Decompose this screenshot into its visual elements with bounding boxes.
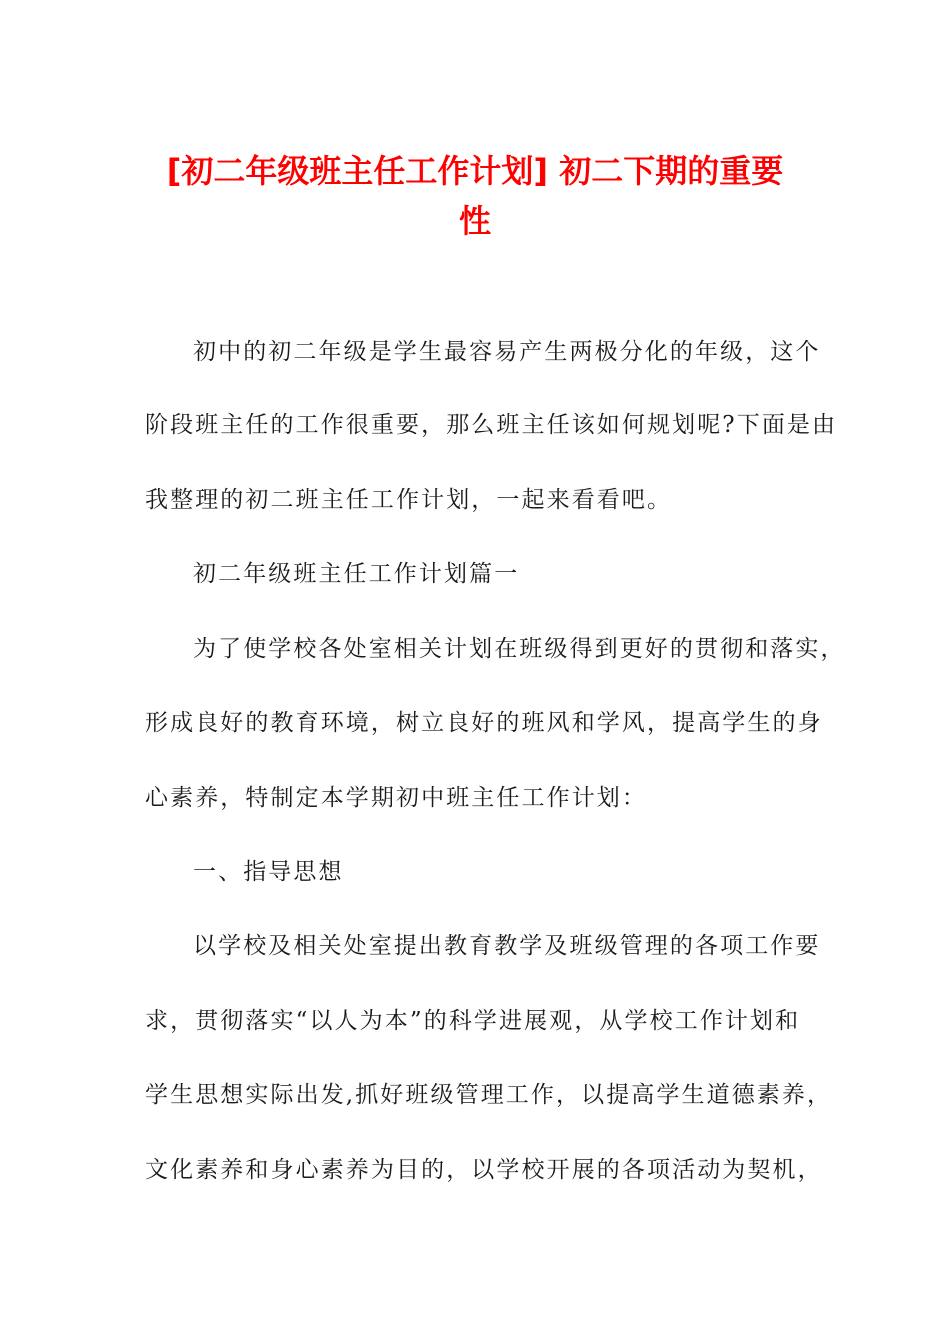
section-heading: 一、指导思想: [193, 859, 344, 885]
paragraph-line: 形成良好的教育环境，树立良好的班风和学风，提高学生的身: [145, 710, 823, 736]
paragraph-line: 为了使学校各处室相关计划在班级得到更好的贯彻和落实，: [193, 636, 846, 662]
document-title-line-1: [初二年级班主任工作计划] 初二下期的重要: [166, 152, 784, 190]
document-title-line-2: 性: [458, 202, 491, 240]
section-heading: 初二年级班主任工作计划篇一: [193, 561, 520, 587]
paragraph-line: 学生思想实际出发,抓好班级管理工作，以提高学生道德素养，: [145, 1082, 833, 1108]
paragraph-line: 文化素养和身心素养为目的，以学校开展的各项活动为契机，: [145, 1157, 823, 1183]
paragraph-line: 我整理的初二班主任工作计划，一起来看看吧。: [145, 487, 673, 513]
paragraph-line: 求，贯彻落实“以人为本”的科学进展观，从学校工作计划和: [145, 1008, 801, 1034]
paragraph-line: 初中的初二年级是学生最容易产生两极分化的年级，这个: [193, 339, 821, 365]
paragraph-line: 心素养，特制定本学期初中班主任工作计划：: [145, 785, 647, 811]
paragraph-line: 阶段班主任的工作很重要，那么班主任该如何规划呢?下面是由: [145, 412, 838, 438]
paragraph-line: 以学校及相关处室提出教育教学及班级管理的各项工作要: [193, 933, 821, 959]
